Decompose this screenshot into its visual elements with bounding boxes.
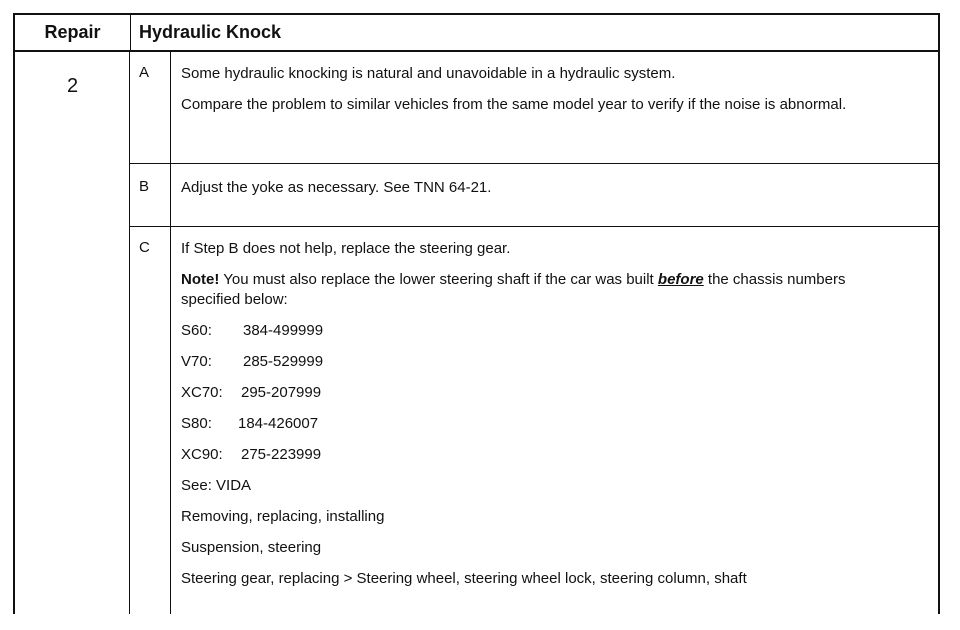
step-b-line-1: Adjust the yoke as necessary. See TNN 64-21. <box>181 179 492 196</box>
chassis-row-xc70 <box>181 383 881 403</box>
reference-line: See: VIDA <box>181 477 252 494</box>
chassis-model: S60: <box>181 322 212 339</box>
reference-line: Steering gear, replacing > Steering wheel, steering wheel lock, steering column, shaft <box>181 570 747 587</box>
step-a-line-1: Some hydraulic knocking is natural and unavoidable in a hydraulic system. <box>181 65 676 82</box>
step-b-content <box>181 178 881 198</box>
repair-column-header: Repair <box>15 15 131 50</box>
chassis-number: 275-223999 <box>241 446 322 463</box>
step-c-intro: If Step B does not help, replace the steering gear. <box>181 240 511 257</box>
reference-line: Removing, replacing, installing <box>181 508 385 525</box>
chassis-number: 285-529999 <box>243 353 324 370</box>
step-divider <box>129 163 938 164</box>
repair-column-divider <box>129 52 130 614</box>
chassis-number: 384-499999 <box>243 322 324 339</box>
chassis-row-v70 <box>181 352 881 372</box>
chassis-model: XC90: <box>181 446 223 463</box>
table-header-row <box>15 15 938 52</box>
procedure-title: Hydraulic Knock <box>139 22 282 42</box>
step-letter-b: B <box>139 178 150 195</box>
chassis-row-s60 <box>181 321 881 341</box>
chassis-model: XC70: <box>181 384 223 401</box>
step-column-divider <box>170 52 171 614</box>
note-emphasis: before <box>657 271 704 288</box>
note-text-2: the chassis numbers specified below: <box>181 271 846 308</box>
chassis-model: V70: <box>181 353 212 370</box>
step-a-line-2: Compare the problem to similar vehicles from the same model year to verify if the noise is abnormal. <box>181 96 847 113</box>
note-label: Note! <box>181 271 220 288</box>
step-letter-a: A <box>139 64 150 81</box>
step-a-content <box>181 64 881 115</box>
chassis-number: 184-426007 <box>238 415 319 432</box>
repair-number: 2 <box>66 75 79 97</box>
chassis-row-s80 <box>181 414 881 434</box>
chassis-number: 295-207999 <box>241 384 322 401</box>
note-text-1: You must also replace the lower steering shaft if the car was built <box>219 271 658 288</box>
step-letter-c: C <box>139 239 150 256</box>
repair-table <box>13 13 940 614</box>
reference-line: Suspension, steering <box>181 539 322 556</box>
step-c-note <box>181 270 881 310</box>
chassis-model: S80: <box>181 415 212 432</box>
chassis-row-xc90 <box>181 445 881 465</box>
step-divider <box>129 226 938 227</box>
step-c-content <box>181 239 881 589</box>
